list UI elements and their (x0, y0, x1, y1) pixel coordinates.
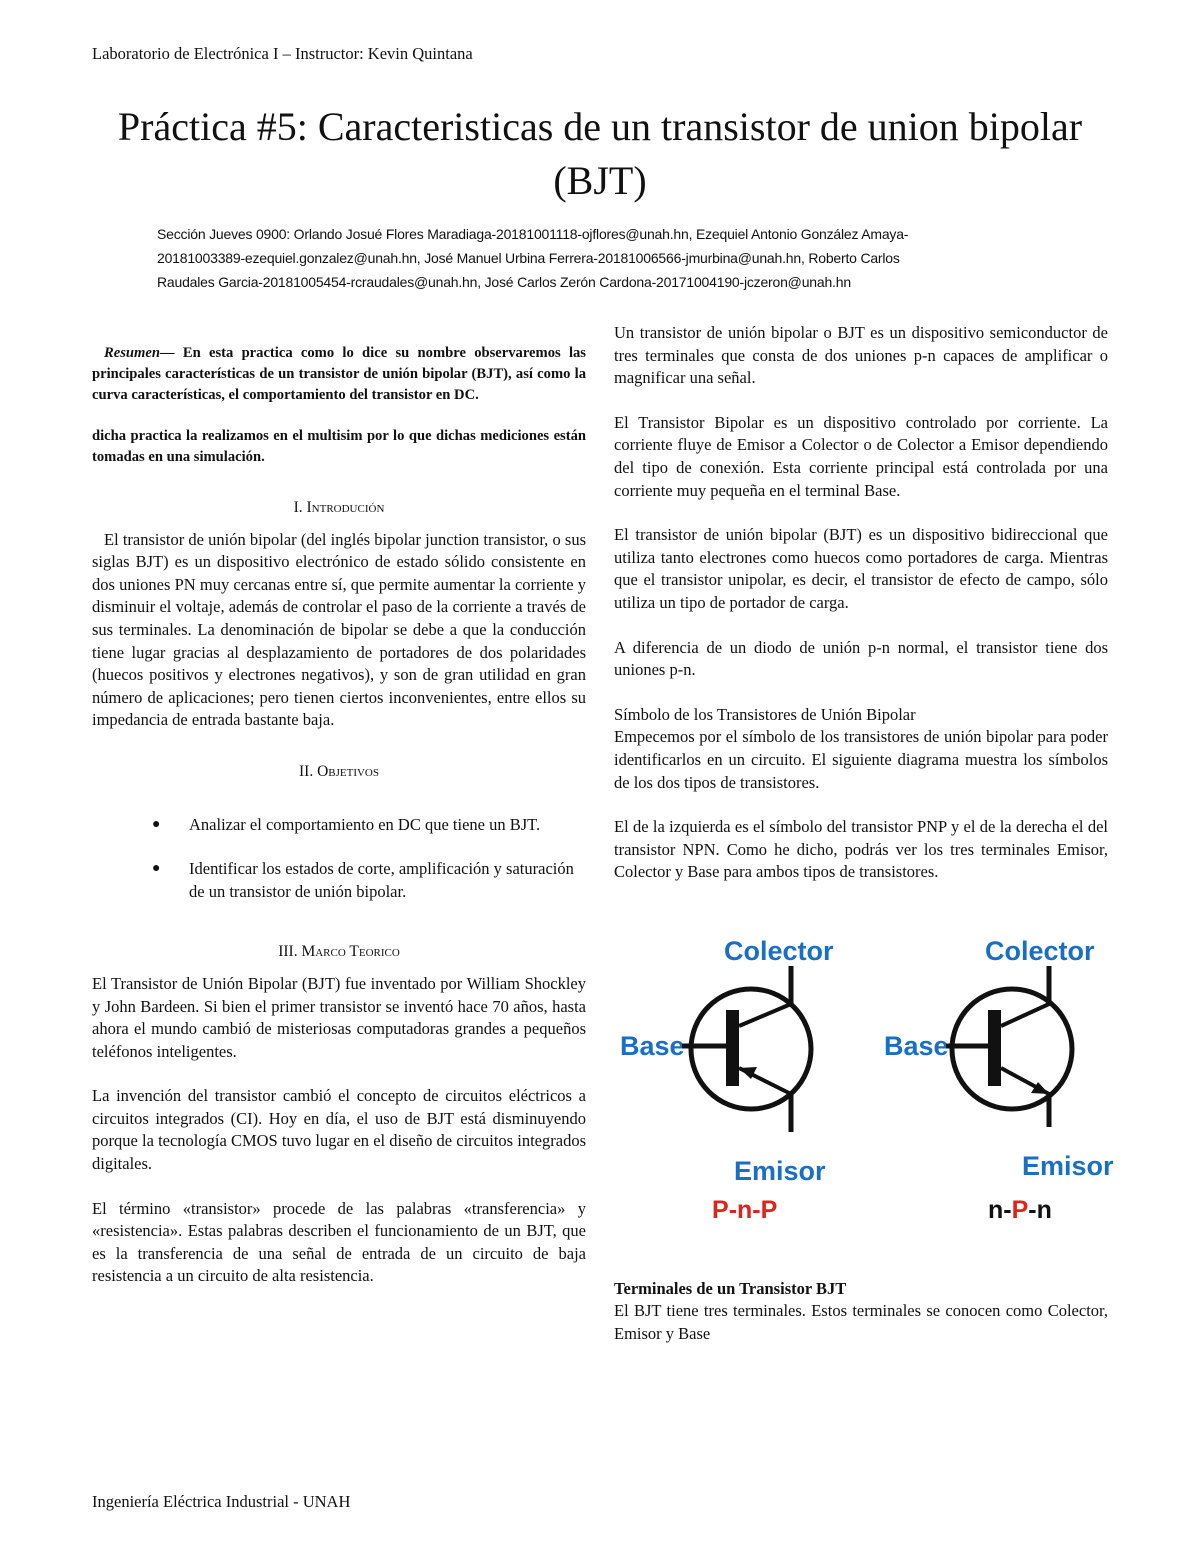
objective-item (92, 814, 586, 837)
pnp-collector-label: Colector (724, 935, 834, 966)
npn-emitter-label: Emisor (1022, 1150, 1114, 1181)
running-header: Laboratorio de Electrónica I – Instructor: Kevin Quintana (92, 44, 473, 63)
author-line: 20181003389-ezequiel.gonzalez@unah.hn, José Manuel Urbina Ferrera-20181006566-jmurbina@unah.hn, Roberto Carlos (157, 250, 900, 266)
author-line: Sección Jueves 0900: Orlando Josué Flores Maradiaga-20181001118-ojflores@unah.hn, Ezequiel Antonio González Amaya- (157, 226, 909, 242)
abstract-label: Resumen— (104, 345, 175, 361)
npn-type-label: n-P-n (988, 1195, 1052, 1224)
objective-item (92, 858, 586, 903)
bullet-icon: ● (152, 861, 161, 877)
pnp-emitter-label: Emisor (734, 1155, 826, 1186)
pnp-symbol (620, 936, 834, 1224)
running-footer: Ingeniería Eléctrica Industrial - UNAH (92, 1492, 351, 1511)
left-column (92, 322, 586, 1288)
paper-title: Práctica #5: Caracteristicas de un transistor de union bipolar (BJT) (117, 104, 1083, 203)
symbols-subtitle: Símbolo de los Transistores de Unión Bipolar (614, 704, 916, 724)
theory-paragraph: El Transistor de Unión Bipolar (BJT) fue inventado por William Shockley y John Bardeen. Si bien el primer transistor se inventó hace 70 años, hasta ahora el mundo cambió de misteriosas computadoras grandes a pequeños teléfonos inteligentes. (92, 973, 586, 1061)
npn-collector-label: Colector (985, 935, 1095, 966)
body-paragraph: A diferencia de un diodo de unión p-n normal, el transistor tiene dos uniones p-n. (614, 637, 1108, 680)
abstract-note: dicha practica la realizamos en el multisim por lo que dichas mediciones están tomadas en una simulación. (92, 428, 586, 465)
npn-circle (952, 989, 1072, 1109)
theory-paragraph: El término «transistor» procede de las palabras «transferencia» y «resistencia». Estas palabras describen el funcionamiento de un BJT, que es la transferencia de una señal de entrada de un circuito de baja resistencia a un circuito de alta resistencia. (92, 1198, 586, 1286)
author-line: Raudales Garcia-20181005454-rcraudales@unah.hn, José Carlos Zerón Cardona-20171004190-jczeron@unah.hn (157, 274, 851, 290)
abstract (92, 343, 586, 406)
npn-base-bar (988, 1010, 1001, 1086)
body-paragraph: El de la izquierda es el símbolo del transistor PNP y el de la derecha el del transistor NPN. Como he dicho, podrás ver los tres terminales Emisor, Colector y Base para ambos tipos de transistores. (614, 817, 1108, 882)
pnp-collector-line (739, 1004, 791, 1026)
objective-text: Identificar los estados de corte, amplificación y saturación de un transistor de unión bipolar. (189, 859, 574, 901)
pnp-base-bar (726, 1010, 739, 1086)
npn-symbol (884, 936, 1114, 1224)
bjt-symbols-figure (616, 922, 1116, 1242)
author-block (157, 222, 1062, 294)
body-paragraph: Un transistor de unión bipolar o BJT es un dispositivo semiconductor de tres terminales que consta de dos uniones p-n capaces de amplificar o magnificar una señal. (614, 323, 1108, 388)
body-paragraph: El transistor de unión bipolar (BJT) es un dispositivo bidireccional que utiliza tanto electrones como huecos como portadores de carga. Mientras que el transistor unipolar, es decir, el transistor de efecto de campo, sólo utiliza un tipo de portador de carga. (614, 525, 1108, 612)
terminals-subtitle: Terminales de un Transistor BJT (614, 1278, 847, 1298)
pnp-type-label: P-n-P (712, 1195, 778, 1224)
objectives-list (92, 814, 586, 904)
abstract-text: En esta practica como lo dice su nombre observaremos las principales características de un transistor de unión bipolar (BJT), así como la curva características, el comportamiento del transistor en DC. (92, 345, 586, 403)
npn-collector-line (1001, 1004, 1049, 1026)
right-column (614, 322, 1114, 1346)
objective-text: Analizar el comportamiento en DC que tiene un BJT. (189, 814, 541, 834)
section-heading-objectives: II. Objetivos (299, 762, 379, 780)
body-paragraph: El BJT tiene tres terminales. Estos terminales se conocen como Colector, Emisor y Base (614, 1301, 1108, 1344)
intro-paragraph: El transistor de unión bipolar (del inglés bipolar junction transistor, o sus siglas BJT) es un dispositivo electrónico de estado sólido consistente en dos uniones PN muy cercanas entre sí, que permite aumentar la corriente y disminuir el voltaje, además de controlar el paso de la corriente a través de sus terminales. La denominación de bipolar se debe a que la conducción tiene lugar gracias al desplazamiento de portadores de dos polaridades (huecos positivos y electrones negativos), y son de gran utilidad en gran número de aplicaciones; pero tienen ciertos inconvenientes, entre ellos su impedancia de entrada bastante baja. (92, 529, 586, 730)
theory-paragraph: La invención del transistor cambió el concepto de circuitos eléctricos a circuitos integrados (CI). Hoy en día, el uso de BJT está disminuyendo porque la tecnología CMOS tuvo lugar en el diseño de circuitos integrados digitales. (92, 1086, 586, 1174)
pnp-circle (691, 989, 811, 1109)
npn-base-label: Base (884, 1030, 949, 1061)
bullet-icon: ● (152, 816, 161, 832)
body-paragraph: El Transistor Bipolar es un dispositivo controlado por corriente. La corriente fluye de Emisor a Colector o de Colector a Emisor dependiendo del tipo de conexión. Esta corriente principal está controlada por una corriente muy pequeña en el terminal Base. (614, 412, 1108, 500)
section-heading-theory: III. Marco Teorico (278, 943, 400, 961)
body-paragraph: Empecemos por el símbolo de los transistores de unión bipolar para poder identificarlos en un circuito. El siguiente diagrama muestra los símbolos de los dos tipos de transistores. (614, 727, 1108, 792)
pnp-base-label: Base (620, 1030, 685, 1061)
section-heading-intro: I. Introdución (293, 499, 385, 516)
